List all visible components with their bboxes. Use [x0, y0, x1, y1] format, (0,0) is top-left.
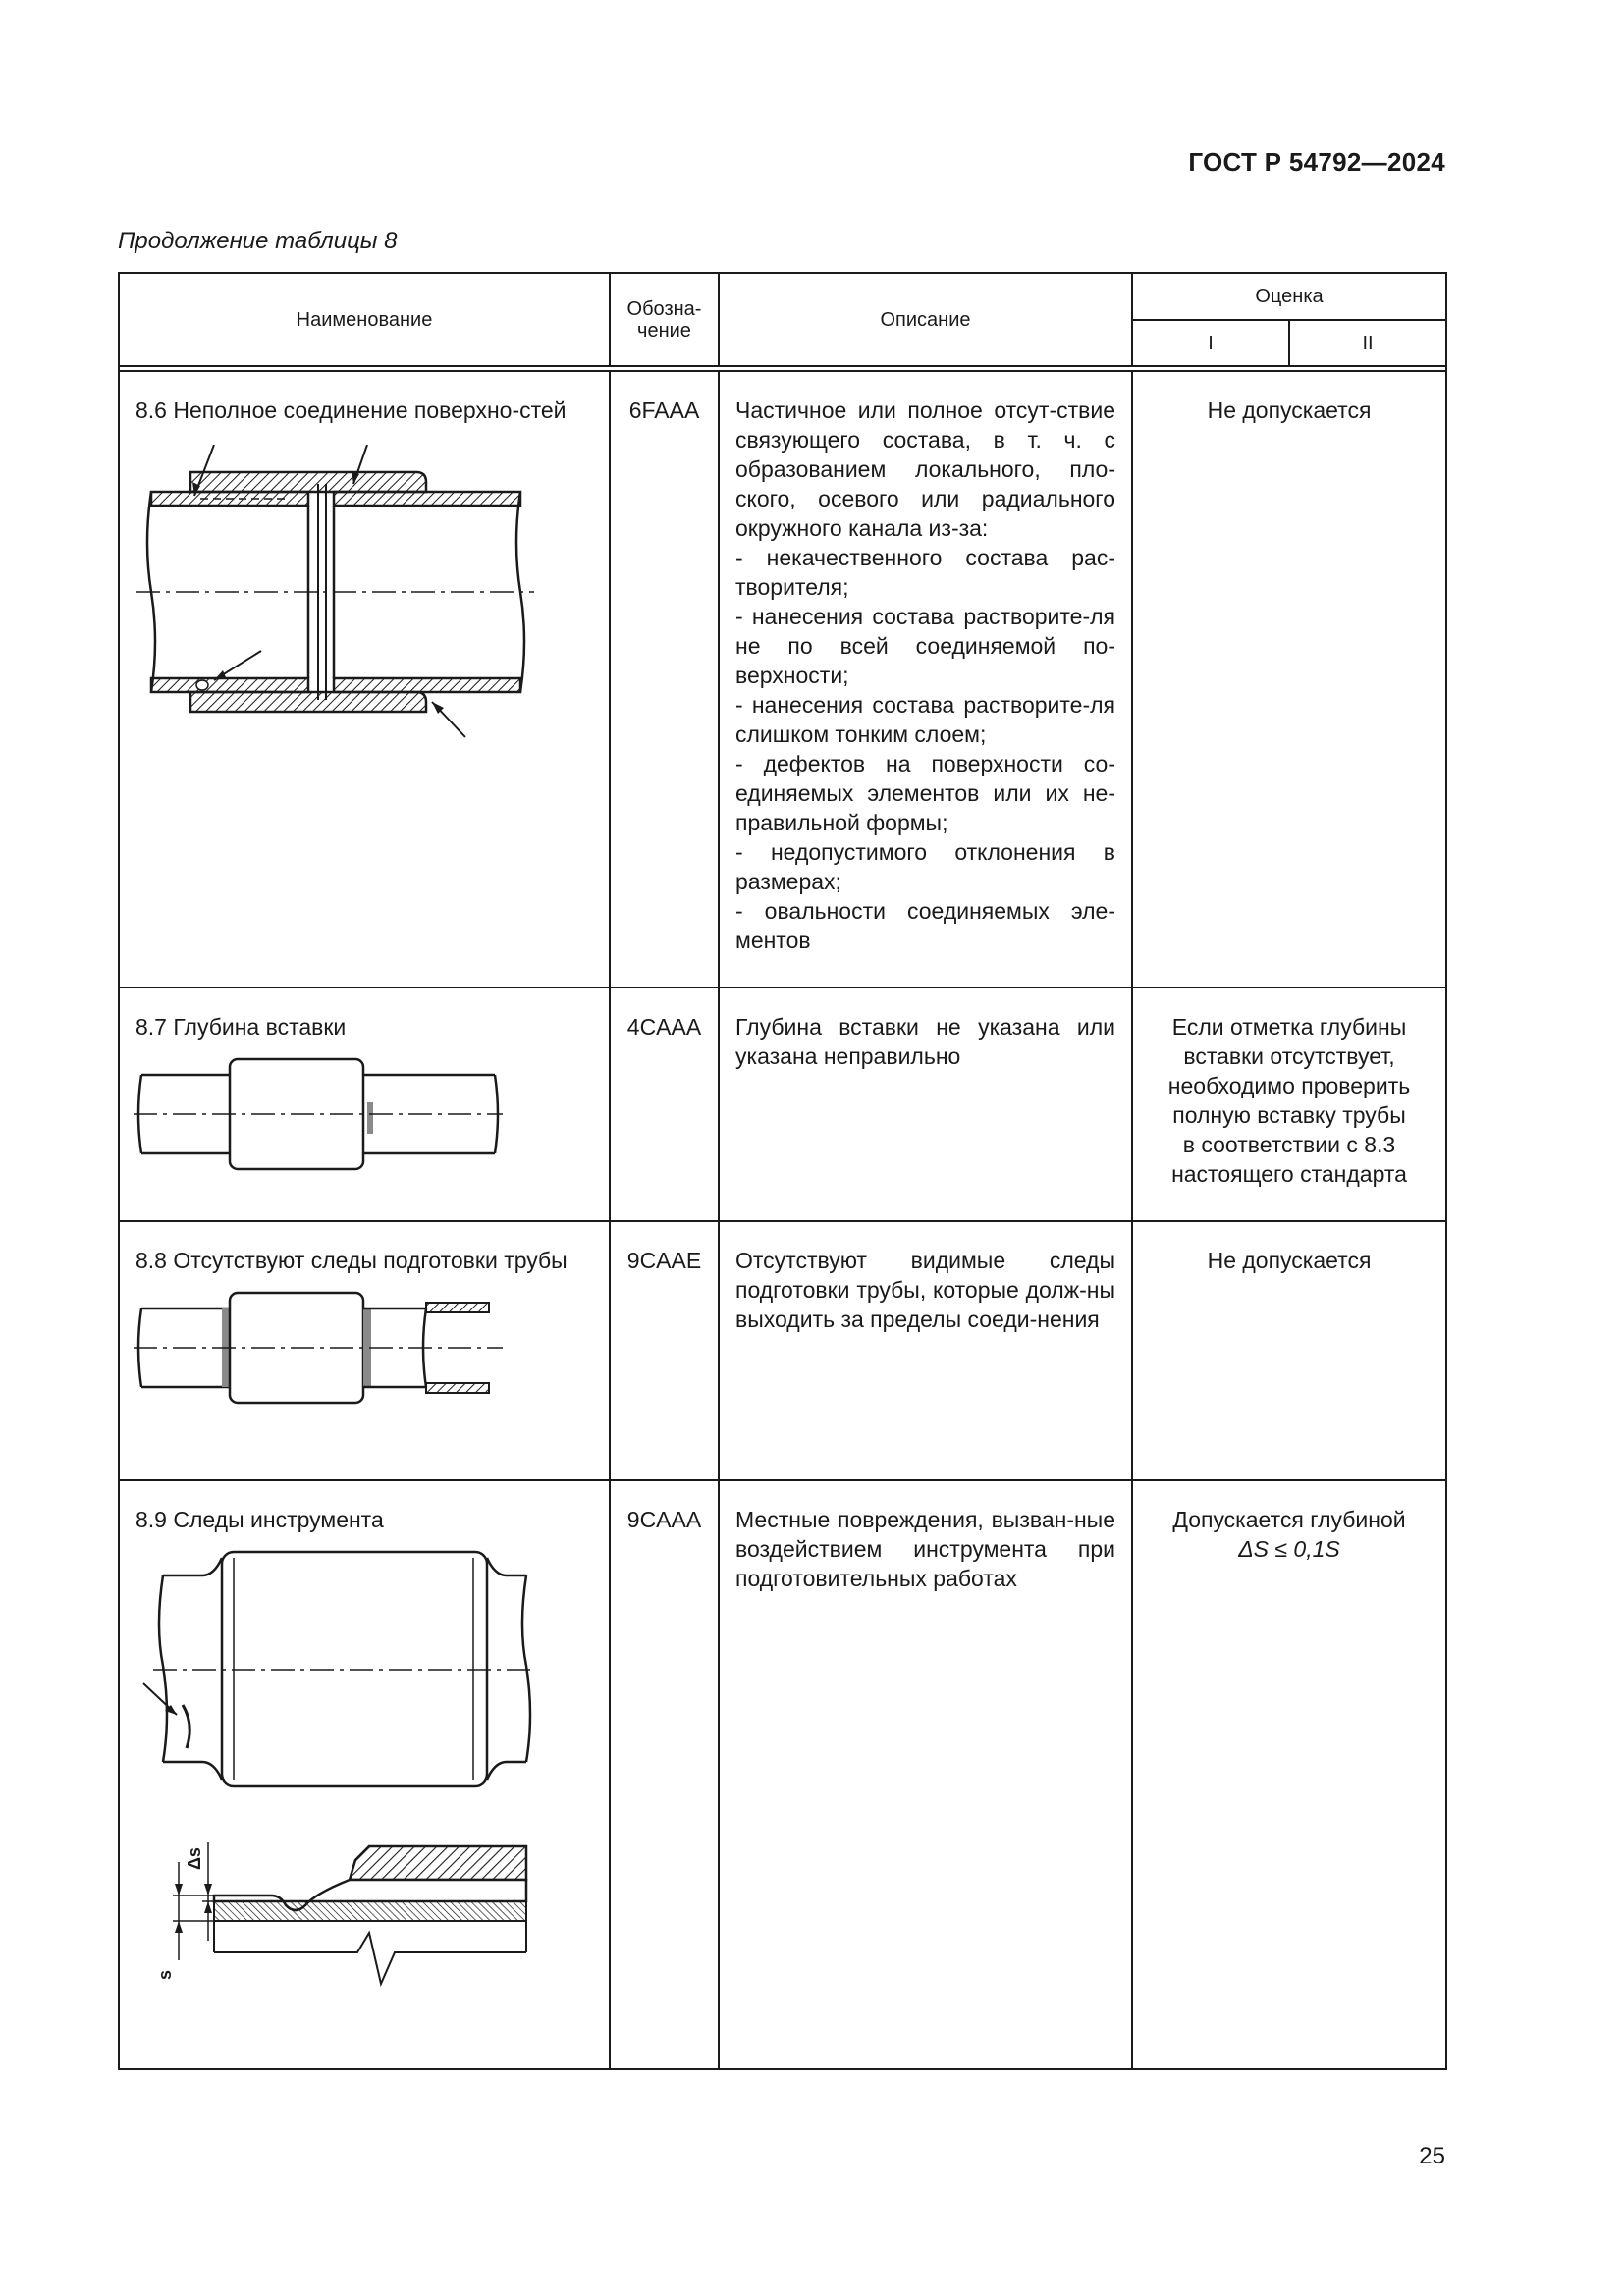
column-header-eval-1: I	[1132, 320, 1289, 366]
row-code-cell	[610, 1480, 719, 2069]
evaluation-line: полную вставку трубы	[1172, 1102, 1406, 1128]
row-description-cell	[719, 988, 1132, 1221]
row-description	[720, 988, 1131, 1071]
right-pipe-top-wall	[334, 492, 520, 506]
defects-table	[118, 272, 1447, 2070]
figure-tool-marks	[124, 1548, 536, 2039]
description-line: Местные повреждения, вызван-ные воздействием инструмента при подготовительных работах	[735, 1507, 1115, 1591]
row-code: 9CAAA	[626, 1507, 702, 1532]
column-header-code-text: Обозна- чение	[626, 297, 702, 342]
left-pipe-bottom-wall	[151, 678, 308, 692]
description-line: - нанесения состава растворите-ля слишком тонким слоем;	[735, 692, 1115, 747]
column-header-description: Описание	[719, 273, 1132, 366]
description-line: - дефектов на поверхности со-единяемых элементов или их не-правильной формы;	[735, 751, 1115, 835]
row-code-cell	[610, 988, 719, 1221]
document-code: ГОСТ Р 54792—2024	[1188, 147, 1445, 177]
row-evaluation	[1133, 988, 1445, 1189]
socket-body	[222, 1552, 487, 1786]
table-row	[119, 988, 1446, 1221]
column-header-name: Наименование	[119, 273, 610, 366]
column-header-evaluation: Оценка	[1132, 273, 1446, 320]
evaluation-line: Допускается глубиной	[1172, 1507, 1406, 1532]
evaluation-line: Не допускается	[1207, 398, 1372, 423]
right-pipe-bottom-wall	[334, 678, 520, 692]
table-row	[119, 1480, 1446, 2069]
table-caption: Продолжение таблицы 8	[118, 228, 398, 254]
row-description	[720, 372, 1131, 955]
figure-insertion-depth	[132, 1055, 505, 1173]
socket-bottom-wall	[190, 692, 426, 712]
description-line: - недопустимого отклонения в размерах;	[735, 839, 1115, 894]
column-header-code	[610, 273, 719, 366]
row-name-cell	[119, 1480, 610, 2069]
row-code-cell	[610, 371, 719, 988]
figure-preparation-marks	[132, 1289, 505, 1407]
row-description-cell	[719, 371, 1132, 988]
evaluation-line: вставки отсутствует,	[1183, 1043, 1395, 1069]
row-code-cell	[610, 1221, 719, 1480]
row-code: 6FAAA	[628, 398, 700, 423]
description-line: Частичное или полное отсут-ствие связующего состава, в т. ч. с образованием локального, пло-ского, осевого или радиального окружного канала из-за:	[735, 398, 1115, 541]
description-line: - некачественного состава рас-творителя;	[735, 545, 1115, 600]
row-evaluation-cell	[1132, 1221, 1446, 1480]
row-code: 4CAAA	[626, 1014, 702, 1040]
column-header-eval-2: II	[1289, 320, 1446, 366]
row-name: 8.9 Следы инструмента	[135, 1507, 384, 1532]
description-line: - нанесения состава растворите-ля не по всей соединяемой по-верхности;	[735, 604, 1115, 688]
row-name-cell	[119, 371, 610, 988]
row-description-cell	[719, 1480, 1132, 2069]
row-name: 8.8 Отсутствуют следы подготовки трубы	[135, 1248, 568, 1273]
row-name: 8.6 Неполное соединение поверхно-стей	[135, 398, 567, 423]
evaluation-line: в соответствии с 8.3	[1182, 1132, 1396, 1157]
description-line: - овальности соединяемых эле-ментов	[735, 898, 1115, 953]
label-s: s	[155, 1969, 175, 1980]
socket-top-wall	[190, 472, 426, 492]
row-name-cell	[119, 1221, 610, 1480]
description-line: Глубина вставки не указана или указана неправильно	[735, 1014, 1115, 1069]
row-name-cell	[119, 988, 610, 1221]
row-name: 8.7 Глубина вставки	[135, 1014, 347, 1040]
description-line: Отсутствуют видимые следы подготовки трубы, которые долж-ны выходить за пределы соеди-нения	[735, 1248, 1115, 1332]
evaluation-line: настоящего стандарта	[1171, 1161, 1407, 1187]
row-description	[720, 1481, 1131, 1593]
evaluation-line: ΔS ≤ 0,1S	[1238, 1536, 1340, 1562]
label-delta-s: Δs	[185, 1847, 204, 1870]
row-evaluation	[1133, 1222, 1445, 1275]
row-evaluation-cell	[1132, 371, 1446, 988]
page-number: 25	[1419, 2143, 1445, 2169]
evaluation-line: необходимо проверить	[1167, 1073, 1411, 1098]
table-row	[119, 371, 1446, 988]
row-code: 9CAAE	[626, 1248, 702, 1273]
row-evaluation	[1133, 372, 1445, 425]
evaluation-line: Если отметка глубины	[1171, 1014, 1407, 1040]
figure-incomplete-bonding	[132, 445, 544, 739]
table-row	[119, 1221, 1446, 1480]
row-description	[720, 1222, 1131, 1334]
row-description-cell	[719, 1221, 1132, 1480]
row-evaluation	[1133, 1481, 1445, 1564]
row-evaluation-cell	[1132, 1480, 1446, 2069]
evaluation-line: Не допускается	[1207, 1248, 1372, 1273]
row-evaluation-cell	[1132, 988, 1446, 1221]
